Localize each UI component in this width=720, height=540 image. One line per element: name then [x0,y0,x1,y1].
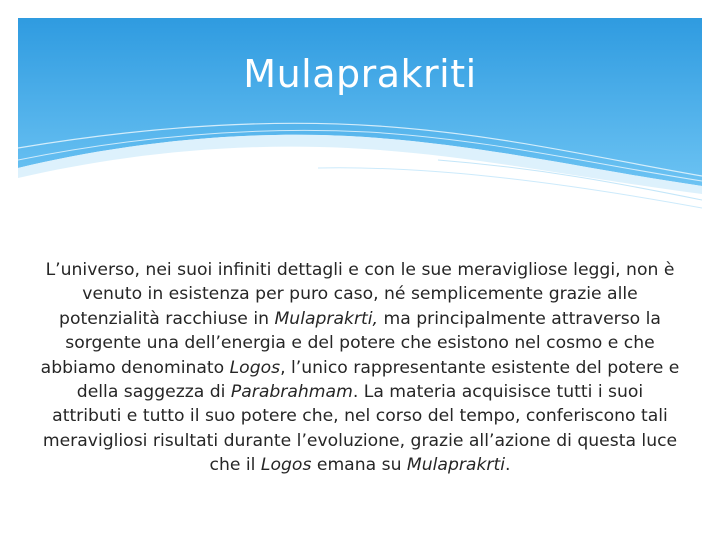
body-text-run: L’universo, nei suoi infiniti dettagli e con le sue meravigliose leggi, non è venuto in esistenza per puro caso, né semplicemente grazie alle potenzialità racchiuse in [45,260,675,329]
body-italic-term: Mulaprakrti, [274,308,379,329]
banner-wave-graphic [18,18,702,218]
slide-title: Mulaprakriti [243,52,477,96]
body-text-run: . [505,455,511,476]
body-text-run: , l’unico rappresentante esistente del potere e della saggezza di [76,357,680,403]
title-banner [18,18,702,218]
body-text-run: ma principalmente attraverso la sorgente una dell’energia e del potere che esistono nel cosmo e che abbiamo denominato [40,308,661,378]
body-text-run: emana su [311,455,407,476]
body-italic-term: Mulaprakrti [406,455,505,476]
body-italic-term: Logos [229,357,281,378]
body-text-run: . La materia acquisisce tutti i suoi attributi e tutto il suo potere che, nel corso del tempo, conferiscono tali meravigliosi risultati durante l’evoluzione, grazie all’azione di questa luce che il [42,382,678,476]
slide-body-text [40,258,680,478]
body-italic-term: Logos [260,455,312,476]
banner-fill [18,18,702,186]
body-italic-term: Parabrahmam [230,382,353,403]
